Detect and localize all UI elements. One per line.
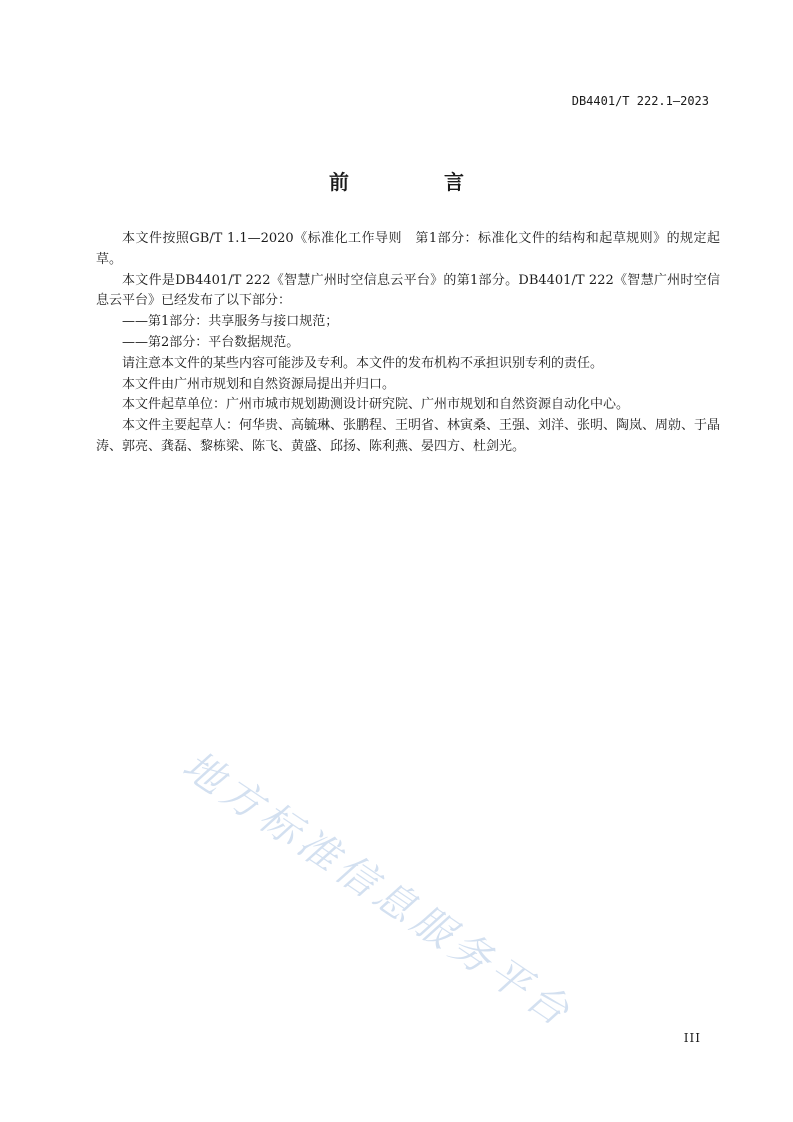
paragraph-patent-notice: 请注意本文件的某些内容可能涉及专利。本文件的发布机构不承担识别专利的责任。 [122,355,604,371]
paragraph-drafters: 本文件主要起草人：何华贵、高毓琳、张鹏程、王明省、林寅桑、王强、刘洋、张明、陶岚、周勍、于晶涛、郭亮、龚磊、黎栋梁、陈飞、黄盛、邱扬、陈利燕、晏四方、杜剑光。 [96,418,721,454]
foreword-body [96,229,720,458]
page-number: III [683,1031,701,1045]
watermark: 地方标准信息服务平台 [174,742,582,1038]
paragraph-drafting-basis: 本文件按照GB/T 1.1—2020《标准化工作导则 第1部分：标准化文件的结构和起草规则》的规定起草。 [96,231,720,267]
paragraph-drafting-units: 本文件起草单位：广州市城市规划勘测设计研究院、广州市规划和自然资源自动化中心。 [122,397,630,413]
list-item-part-1: ——第1部分：共享服务与接口规范； [122,314,339,330]
page-title: 前 言 [329,170,508,194]
list-item-part-2: ——第2部分：平台数据规范。 [122,334,300,350]
paragraph-proposer: 本文件由广州市规划和自然资源局提出并归口。 [122,376,396,392]
document-code: DB4401/T 222.1—2023 [571,94,709,108]
paragraph-series-info: 本文件是DB4401/T 222《智慧广州时空信息云平台》的第1部分。DB4401/T 222《智慧广州时空信息云平台》已经发布了以下部分： [96,272,720,309]
